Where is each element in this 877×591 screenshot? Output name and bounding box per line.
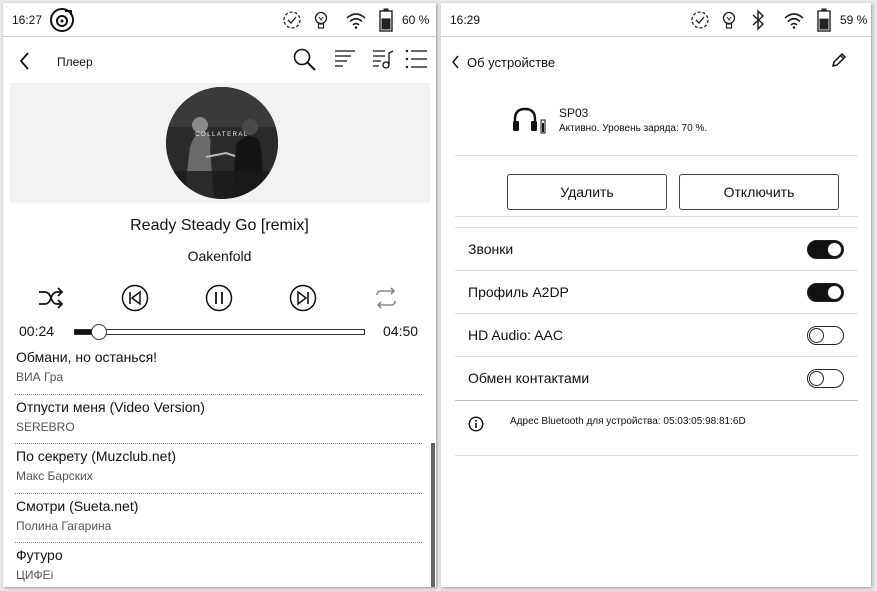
status-time: 16:29 (450, 13, 481, 27)
frontlight-icon (718, 9, 740, 31)
song-artist: ЦИФЕі (16, 568, 54, 582)
song-artist: ВИА Гра (16, 370, 64, 384)
next-icon[interactable] (289, 284, 317, 312)
setting-label: HD Audio: AAC (468, 327, 563, 343)
playlist-music-icon[interactable] (371, 47, 395, 71)
sync-icon (281, 9, 303, 31)
toggle-knob (827, 285, 842, 300)
song-artist: Полина Гагарина (16, 518, 112, 533)
album-art-area (10, 83, 430, 203)
current-time: 00:24 (19, 323, 55, 339)
status-bar (3, 3, 436, 37)
info-icon (468, 416, 484, 432)
list-item[interactable] (15, 444, 422, 494)
back-arrow-icon[interactable] (451, 55, 461, 69)
device-toolbar (441, 38, 871, 83)
setting-hd-audio[interactable] (455, 314, 858, 357)
song-title: Обмани, но останься! (16, 349, 158, 365)
bluetooth-address-row (455, 400, 858, 456)
battery-icon (817, 8, 831, 32)
music-player-icon[interactable] (49, 7, 75, 33)
setting-contacts[interactable] (455, 357, 858, 400)
wifi-icon (345, 9, 367, 31)
calls-toggle[interactable] (807, 240, 844, 259)
total-time: 04:50 (383, 323, 419, 339)
bluetooth-address: Адрес Bluetooth для устройства: 05:03:05:98:81:6D (510, 416, 746, 427)
song-title: Отпусти меня (Video Version) (16, 398, 205, 415)
album-art-image (166, 87, 278, 199)
disconnect-button[interactable]: Отключить (679, 174, 839, 210)
toggle-knob (827, 242, 842, 257)
sync-icon (689, 9, 711, 31)
song-title: По секрету (Muzclub.net) (16, 448, 177, 464)
battery-icon (379, 8, 393, 32)
pause-icon[interactable] (205, 284, 233, 312)
player-toolbar (3, 38, 436, 83)
back-arrow-icon[interactable] (17, 51, 33, 71)
setting-calls[interactable] (455, 228, 858, 271)
list-item[interactable] (15, 494, 422, 544)
a2dp-toggle[interactable] (807, 283, 844, 302)
status-bar (441, 3, 871, 37)
hd-audio-toggle[interactable] (807, 326, 844, 345)
song-artist: Макс Барских (16, 469, 93, 483)
repeat-icon[interactable] (372, 284, 400, 312)
song-title: Смотри (Sueta.net) (16, 497, 139, 514)
player-screen (3, 3, 436, 587)
divider (455, 216, 858, 228)
status-time: 16:27 (12, 13, 43, 27)
playlist-scrollbar[interactable] (431, 443, 435, 587)
page-title: Плеер (57, 55, 93, 69)
progress-bar[interactable] (74, 329, 365, 335)
contacts-toggle[interactable] (807, 369, 844, 388)
toggle-knob (809, 328, 824, 343)
shuffle-icon[interactable] (37, 284, 65, 312)
track-title: Ready Steady Go [remix] (130, 217, 309, 234)
track-artist: Oakenfold (187, 248, 252, 264)
list-icon[interactable] (404, 48, 428, 70)
previous-icon[interactable] (121, 284, 149, 312)
album-art-label: COLLATERAL (195, 132, 249, 138)
headset-icon (512, 106, 546, 134)
setting-label: Звонки (468, 241, 514, 257)
edit-pencil-icon[interactable] (831, 52, 847, 68)
wifi-icon (783, 9, 805, 31)
device-screen (441, 3, 871, 587)
song-title: Футуро (16, 547, 63, 563)
search-icon[interactable] (292, 47, 318, 73)
delete-button[interactable]: Удалить (507, 174, 667, 210)
playlist (3, 345, 436, 587)
progress-handle[interactable] (91, 324, 107, 340)
frontlight-icon (310, 9, 332, 31)
bluetooth-icon (750, 9, 766, 31)
album-art (166, 87, 278, 199)
list-item[interactable] (15, 395, 422, 445)
device-status: Активно. Уровень заряда: 70 %. (559, 123, 708, 134)
list-item[interactable] (15, 543, 422, 587)
device-name: SP03 (559, 106, 589, 120)
battery-percent: 59 % (840, 13, 868, 27)
page-title: Об устройстве (467, 55, 556, 70)
sort-icon[interactable] (333, 48, 357, 70)
setting-label: Профиль A2DP (468, 284, 569, 300)
setting-a2dp[interactable] (455, 271, 858, 314)
battery-percent: 60 % (402, 13, 430, 27)
list-item[interactable] (15, 345, 422, 395)
setting-label: Обмен контактами (468, 370, 590, 386)
song-artist: SEREBRO (16, 419, 75, 434)
device-info (455, 83, 858, 156)
toggle-knob (809, 371, 824, 386)
